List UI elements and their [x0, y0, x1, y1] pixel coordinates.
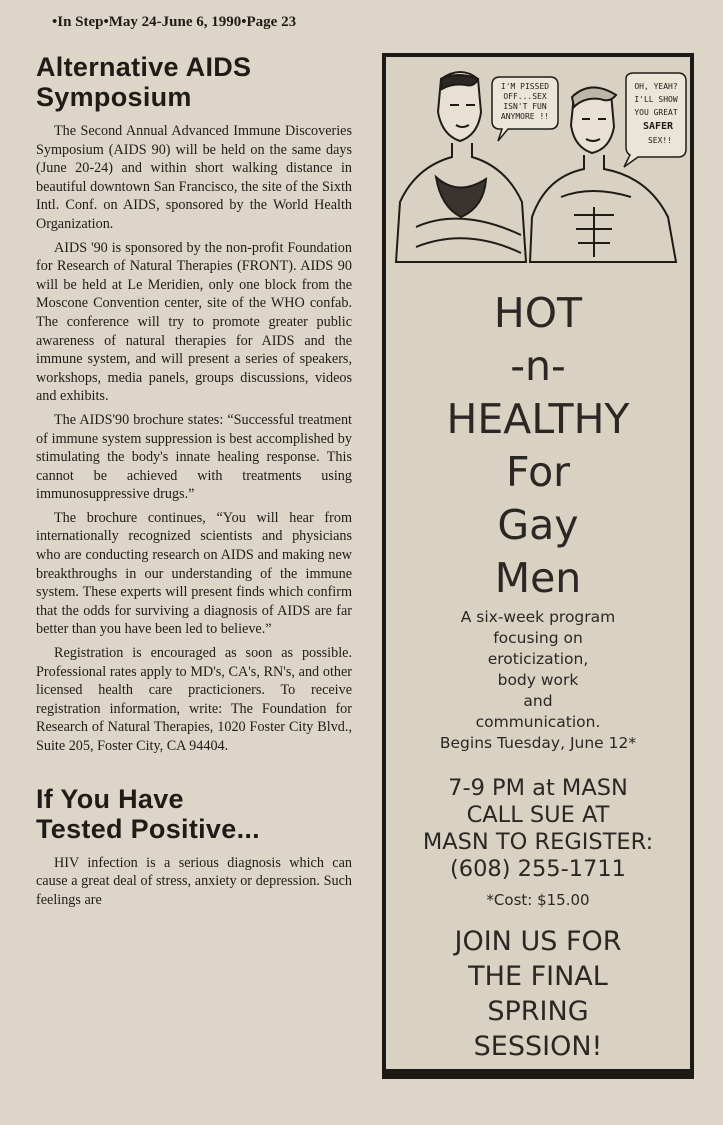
ad-program-line: communication. — [475, 713, 601, 731]
paragraph: AIDS '90 is sponsored by the non-profit Foundation for Research of Natural Therapies (FRONT). AIDS 90 will be held at Le Meridien, only one block from the Moscone Convention center, site of the WHO confab. The conference will try to promote greater public awareness of natural therapies for AIDS and the immune system, and will present a series of speakers, workshops, media panels, groups discussions, videos and exhibits. — [36, 239, 352, 405]
ad-contact-line: 7-9 PM at MASN — [448, 775, 628, 801]
paragraph: HIV infection is a serious diagnosis which can cause a great deal of stress, anxiety or depression. Such feelings are — [36, 854, 352, 908]
ad-phone-number: (608) 255-1711 — [450, 856, 626, 882]
paragraph: Registration is encouraged as soon as possible. Professional rates apply to MD's, CA's, RN's, and other licensed health care practicioners. To receive registration information, write: The Foundation for Research of Natural Therapies, 1020 Foster City Blvd., Suite 205, Foster City, CA 94404. — [36, 645, 352, 754]
paragraph: The brochure continues, “You will hear from internationally recognized scientists and physicians who are conducting research on AIDS and making new breakthroughs in our understanding of the immune system. These experts will present finds which confirm that the odds for surviving a diagnosis of AIDS are far better than you have been led to believe.” — [36, 509, 352, 638]
speech-bubble-right — [624, 73, 686, 167]
bubble-left-line: OFF...SEX — [503, 92, 547, 101]
headline-line: Tested Positive... — [36, 813, 260, 844]
ad-headline-line: Gay — [497, 501, 579, 549]
ad-program-description — [386, 607, 690, 754]
ad-headline — [386, 287, 690, 605]
ad-headline-line: -n- — [510, 342, 566, 390]
bubble-left-line: ISN'T FUN — [503, 102, 547, 111]
page-header: •In Step•May 24-June 6, 1990•Page 23 — [52, 14, 297, 30]
ad-cost: *Cost: $15.00 — [486, 891, 590, 909]
paragraph: The Second Annual Advanced Immune Discoveries Symposium (AIDS 90) will be held on the same days (June 20-24) and within short walking distance in beautiful downtown San Francisco, the site of the Sixth Intl. Conf. on AIDS, sponsored by the World Health Organization. — [36, 123, 352, 232]
article-headline — [36, 52, 352, 112]
ad-contact-line: CALL SUE AT — [466, 802, 610, 828]
paragraph: The AIDS'90 brochure states: “Successful treatment of immune system suppression is best accomplished by stimulating the body's innate healing response. This cannot be achieved with treatments using immunosuppressive drugs.” — [36, 411, 352, 503]
bubble-left-line: I'M PISSED — [500, 82, 550, 91]
ad-cta-line: SESSION! — [473, 1031, 603, 1062]
bubble-right-line: SAFER — [642, 121, 674, 132]
ad-cta-line: THE FINAL — [468, 961, 608, 992]
headline-line: Alternative AIDS — [36, 52, 252, 82]
ad-program-line: Begins Tuesday, June 12* — [439, 734, 637, 752]
ad-headline-line: For — [505, 448, 571, 496]
ad-program-line: eroticization, — [487, 650, 589, 668]
article2-headline — [36, 784, 352, 844]
ad-program-line: and — [523, 692, 553, 710]
ad-contact-info — [386, 775, 690, 883]
advertisement-box — [382, 53, 694, 1079]
headline-line: If You Have — [36, 783, 184, 814]
ad-contact-line: MASN TO REGISTER: — [422, 829, 654, 855]
ad-program-line: focusing on — [493, 629, 583, 647]
article2-body — [36, 854, 352, 910]
ad-cta-line: SPRING — [487, 996, 589, 1027]
ad-headline-line: Men — [494, 554, 582, 602]
bubble-left-line: ANYMORE !! — [500, 112, 550, 121]
ad-cta-line: JOIN US FOR — [454, 926, 622, 957]
left-column — [36, 52, 352, 914]
article-body — [36, 122, 352, 756]
cartoon-illustration — [386, 57, 690, 272]
headline-line: Symposium — [36, 82, 192, 112]
ad-call-to-action — [386, 924, 690, 1064]
ad-headline-line: HOT — [493, 289, 583, 337]
speech-bubble-left — [492, 77, 558, 141]
ad-program-line: body work — [497, 671, 579, 689]
ad-program-line: A six-week program — [460, 608, 616, 626]
bubble-right-line: YOU GREAT — [634, 108, 678, 117]
bubble-right-line: OH, YEAH? — [634, 82, 678, 91]
bubble-right-line: I'LL SHOW — [634, 95, 678, 104]
bubble-right-line: SEX!! — [647, 136, 673, 145]
ad-headline-line: HEALTHY — [446, 395, 630, 443]
